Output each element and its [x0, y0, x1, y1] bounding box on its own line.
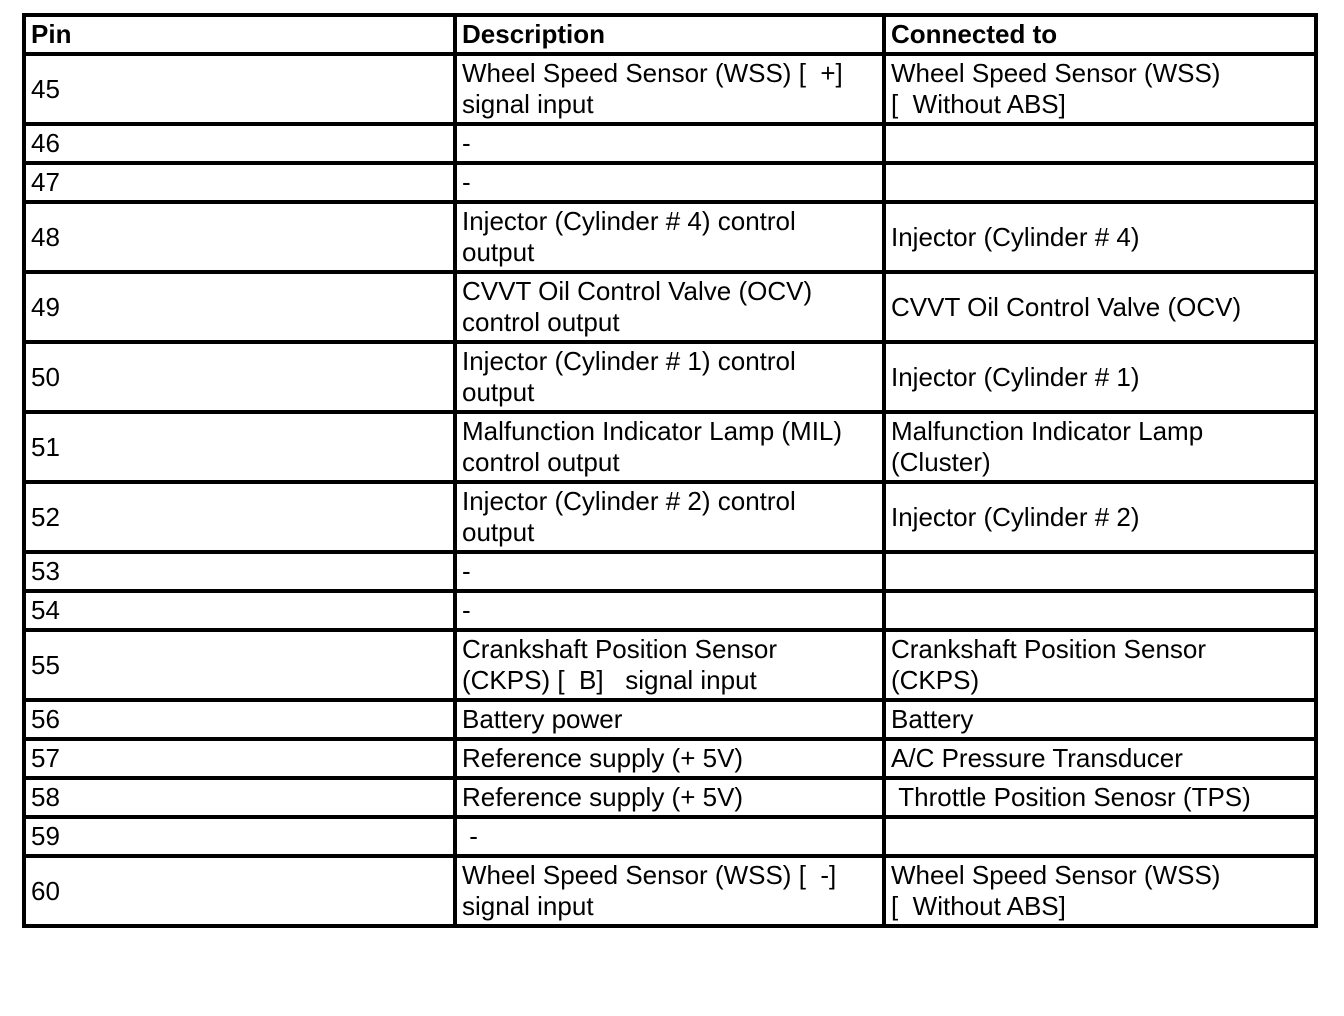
cell-description: -	[455, 163, 884, 202]
cell-connected: Crankshaft Position Sensor (CKPS)	[884, 630, 1316, 700]
pin-table	[22, 13, 1318, 928]
table-row	[24, 778, 1316, 817]
cell-pin: 49	[24, 272, 455, 342]
cell-description: Injector (Cylinder # 1) control output	[455, 342, 884, 412]
table-row	[24, 630, 1316, 700]
cell-description: -	[455, 591, 884, 630]
cell-description: Wheel Speed Sensor (WSS) [ -] signal input	[455, 856, 884, 926]
cell-description: -	[455, 124, 884, 163]
cell-connected	[884, 591, 1316, 630]
cell-pin: 58	[24, 778, 455, 817]
cell-pin: 60	[24, 856, 455, 926]
cell-connected: Throttle Position Senosr (TPS)	[884, 778, 1316, 817]
cell-pin: 48	[24, 202, 455, 272]
cell-connected: CVVT Oil Control Valve (OCV)	[884, 272, 1316, 342]
cell-connected	[884, 124, 1316, 163]
cell-pin: 54	[24, 591, 455, 630]
header-connected-to: Connected to	[884, 15, 1316, 54]
cell-description: -	[455, 552, 884, 591]
cell-pin: 59	[24, 817, 455, 856]
cell-pin: 55	[24, 630, 455, 700]
table-header-row	[24, 15, 1316, 54]
cell-connected: Malfunction Indicator Lamp (Cluster)	[884, 412, 1316, 482]
cell-pin: 50	[24, 342, 455, 412]
cell-pin: 47	[24, 163, 455, 202]
table-row	[24, 482, 1316, 552]
cell-pin: 57	[24, 739, 455, 778]
cell-connected: Injector (Cylinder # 2)	[884, 482, 1316, 552]
table-row	[24, 856, 1316, 926]
cell-pin: 46	[24, 124, 455, 163]
cell-description: Injector (Cylinder # 2) control output	[455, 482, 884, 552]
cell-pin: 53	[24, 552, 455, 591]
table-row	[24, 124, 1316, 163]
table-row	[24, 272, 1316, 342]
header-pin: Pin	[24, 15, 455, 54]
cell-description: Crankshaft Position Sensor (CKPS) [ B] signal input	[455, 630, 884, 700]
cell-description: -	[455, 817, 884, 856]
cell-connected: Wheel Speed Sensor (WSS) [ Without ABS]	[884, 856, 1316, 926]
table-row	[24, 700, 1316, 739]
cell-connected: Injector (Cylinder # 1)	[884, 342, 1316, 412]
cell-description: Reference supply (+ 5V)	[455, 739, 884, 778]
table-row	[24, 552, 1316, 591]
cell-pin: 51	[24, 412, 455, 482]
cell-pin: 52	[24, 482, 455, 552]
cell-connected	[884, 817, 1316, 856]
cell-description: Injector (Cylinder # 4) control output	[455, 202, 884, 272]
table-row	[24, 163, 1316, 202]
header-description: Description	[455, 15, 884, 54]
table-row	[24, 54, 1316, 124]
table-row	[24, 591, 1316, 630]
cell-connected: A/C Pressure Transducer	[884, 739, 1316, 778]
cell-description: Reference supply (+ 5V)	[455, 778, 884, 817]
cell-connected	[884, 552, 1316, 591]
cell-connected	[884, 163, 1316, 202]
cell-pin: 56	[24, 700, 455, 739]
cell-connected: Battery	[884, 700, 1316, 739]
cell-description: Malfunction Indicator Lamp (MIL) control output	[455, 412, 884, 482]
cell-description: CVVT Oil Control Valve (OCV) control output	[455, 272, 884, 342]
cell-description: Battery power	[455, 700, 884, 739]
table-body	[24, 54, 1316, 926]
cell-description: Wheel Speed Sensor (WSS) [ +] signal input	[455, 54, 884, 124]
table-row	[24, 342, 1316, 412]
table-row	[24, 202, 1316, 272]
cell-pin: 45	[24, 54, 455, 124]
cell-connected: Wheel Speed Sensor (WSS) [ Without ABS]	[884, 54, 1316, 124]
cell-connected: Injector (Cylinder # 4)	[884, 202, 1316, 272]
table-row	[24, 739, 1316, 778]
table-row	[24, 412, 1316, 482]
table-row	[24, 817, 1316, 856]
